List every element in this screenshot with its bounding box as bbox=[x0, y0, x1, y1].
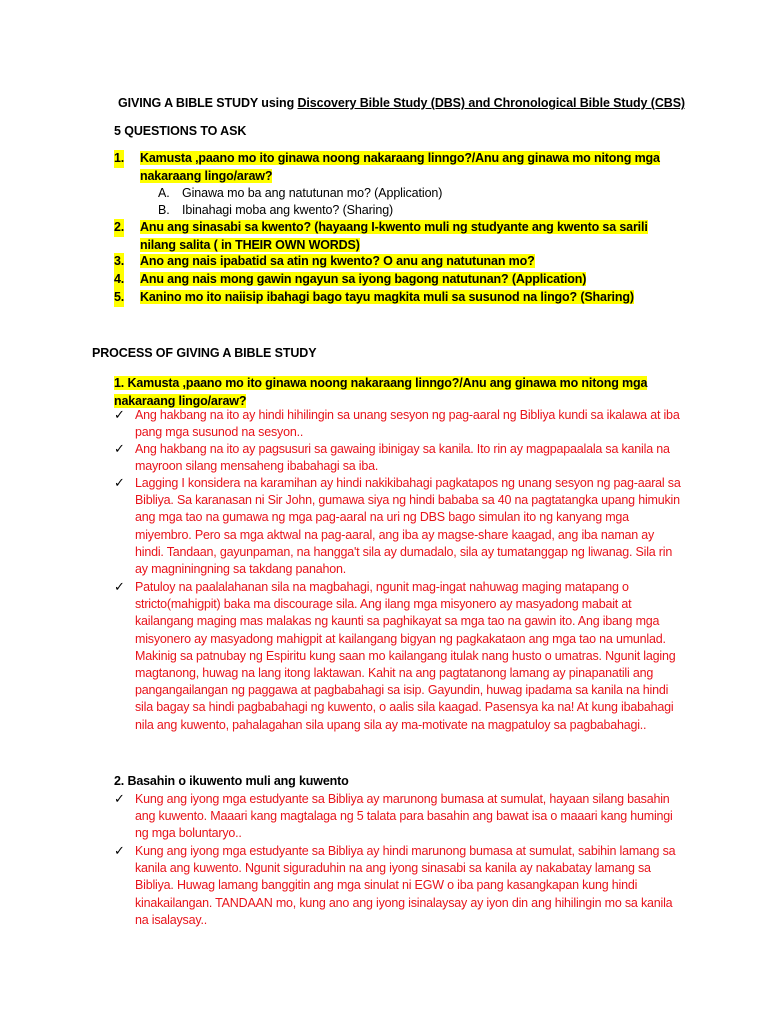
question-number: 2. bbox=[114, 219, 124, 237]
bullet-text: Ang hakbang na ito ay hindi hihilingin sa unang sesyon ng pag-aaral ng Bibliya kundi sa ikalawa at iba pang mga susunod na sesyon.. bbox=[135, 408, 680, 440]
question-number: 4. bbox=[114, 271, 124, 289]
bullet-text: Ang hakbang na ito ay pagsusuri sa gawaing ibinigay sa kanila. Ito rin ay magpapaalala sa kanila na mayroon silang mensaheng ibabahagi sa iba. bbox=[135, 442, 670, 474]
question-number: 1. bbox=[114, 150, 124, 168]
title-prefix: GIVING A BIBLE STUDY using bbox=[118, 96, 298, 110]
section-2-bullet-1 bbox=[114, 791, 684, 843]
questions-heading: 5 QUESTIONS TO ASK bbox=[114, 124, 247, 138]
section-2-heading: 2. Basahin o ikuwento muli ang kuwento bbox=[114, 774, 349, 788]
section-1-heading: 1. Kamusta ,paano mo ito ginawa noong nakaraang linngo?/Anu ang ginawa mo nitong mga nakaraang lingo/araw? bbox=[114, 376, 648, 408]
checkmark-icon: ✓ bbox=[114, 580, 125, 595]
question-3 bbox=[114, 253, 674, 271]
question-text: Ano ang nais ipabatid sa atin ng kwento? O anu ang natutunan mo? bbox=[140, 254, 535, 268]
section-1-bullet-1 bbox=[114, 407, 684, 441]
checkmark-icon: ✓ bbox=[114, 792, 125, 807]
checkmark-icon: ✓ bbox=[114, 476, 125, 491]
question-text: Kamusta ,paano mo ito ginawa noong nakaraang linngo?/Anu ang ginawa mo nitong mga nakaraang lingo/araw? bbox=[140, 151, 660, 183]
question-5 bbox=[114, 289, 674, 307]
sub-item-letter: A. bbox=[158, 186, 170, 200]
question-1 bbox=[114, 150, 674, 185]
question-2 bbox=[114, 219, 674, 254]
sub-item-letter: B. bbox=[158, 203, 170, 217]
title-underlined: Discovery Bible Study (DBS) and Chronological Bible Study (CBS) bbox=[297, 96, 685, 110]
question-text: Kanino mo ito naiisip ibahagi bago tayu magkita muli sa susunod na lingo? (Sharing) bbox=[140, 290, 634, 304]
question-text: Anu ang sinasabi sa kwento? (hayaang I-kwento muli ng studyante ang kwento sa sarili nilang salita ( in THEIR OWN WORDS) bbox=[140, 220, 648, 252]
checkmark-icon: ✓ bbox=[114, 844, 125, 859]
section-1-bullet-4 bbox=[114, 579, 684, 734]
document-title bbox=[118, 96, 685, 110]
section-1-bullet-3 bbox=[114, 475, 684, 578]
bullet-text: Lagging I konsidera na karamihan ay hindi nakikibahagi pagkatapos ng unang sesyon ng pag-aaral sa Bibliya. Sa karanasan ni Sir John, gumawa siya ng hindi bababa sa 40 na pagtatangka upang himukin ang mga tao na gumawa ng mga pag-aaral na uri ng DBS bago simulan ito ng kanyang mga miyembro. Pero sa mga aktwal na pag-aaral, ang iba ay magse-share kaagad, ang iba naman ay hindi. Tandaan, gayunpaman, na hangga't sila ay dumadalo, sila ay tumatanggap ng liwanag. Sila rin ay magniningning sa takdang panahon. bbox=[135, 476, 681, 577]
sub-item-b bbox=[158, 202, 393, 220]
process-heading: PROCESS OF GIVING A BIBLE STUDY bbox=[92, 346, 317, 360]
bullet-text: Kung ang iyong mga estudyante sa Bibliya ay hindi marunong bumasa at sumulat, sabihin lamang sa kanila ang kuwento. Ngunit siguraduhin na ang iyong sinasabi sa kanila ay nakabatay lamang sa Bibliya. Huwag lamang banggitin ang mga sinulat ni EGW o iba pang kasangkapan kung hindi kinakailangan. TANDAAN mo, kung ano ang iyong isinalaysay ay iyon din ang hihilingin mo sa kanila na isalaysay.. bbox=[135, 844, 676, 927]
question-number: 5. bbox=[114, 289, 124, 307]
section-2-bullet-2 bbox=[114, 843, 684, 929]
checkmark-icon: ✓ bbox=[114, 408, 125, 423]
question-text: Anu ang nais mong gawin ngayun sa iyong bagong natutunan? (Application) bbox=[140, 272, 587, 286]
sub-item-a bbox=[158, 185, 442, 203]
sub-item-text: Ibinahagi moba ang kwento? (Sharing) bbox=[182, 203, 394, 217]
bullet-text: Kung ang iyong mga estudyante sa Bibliya ay marunong bumasa at sumulat, hayaan silang basahin ang kuwento. Maaari kang magtalaga ng 5 talata para basahin ang bawat isa o maaari kang humingi ng mga boluntaryo.. bbox=[135, 792, 673, 841]
sub-item-text: Ginawa mo ba ang natutunan mo? (Application) bbox=[182, 186, 443, 200]
question-number: 3. bbox=[114, 253, 124, 271]
section-1-bullet-2 bbox=[114, 441, 684, 475]
checkmark-icon: ✓ bbox=[114, 442, 125, 457]
bullet-text: Patuloy na paalalahanan sila na magbahagi, ngunit mag-ingat nahuwag maging matapang o stricto(mahigpit) baka ma discourage sila. Ang ilang mga misyonero ay masyadong mabait at kailangang maging mas malakas ng kaunti sa paghikayat sa mga tao na gawin ito. Ang ibang mga misyonero ay masyadong mahigpit at kailangang bigyan ng pagkakataon ang mga tao na umunlad. Makinig sa patnubay ng Espiritu kung saan mo kailangang itulak nang husto o umatras. Ngunit laging magtanong, huwag na lang itong laktawan. Kahit na ang pagtatanong lamang ay pinapanatili ang pangangailangan ng paggawa at pagbabahagi sa isip. Gayundin, huwag ipadama sa kanila na hindi sila bagay sa hindi pagbabahagi ng kuwento, o aalis sila kaagad. Pasensya ka na! At kung ibabahagi nila ang kuwento, pahalagahan sila upang sila ay ma-motivate na magpatuloy sa pagbabahagi.. bbox=[135, 580, 676, 732]
question-4 bbox=[114, 271, 674, 289]
